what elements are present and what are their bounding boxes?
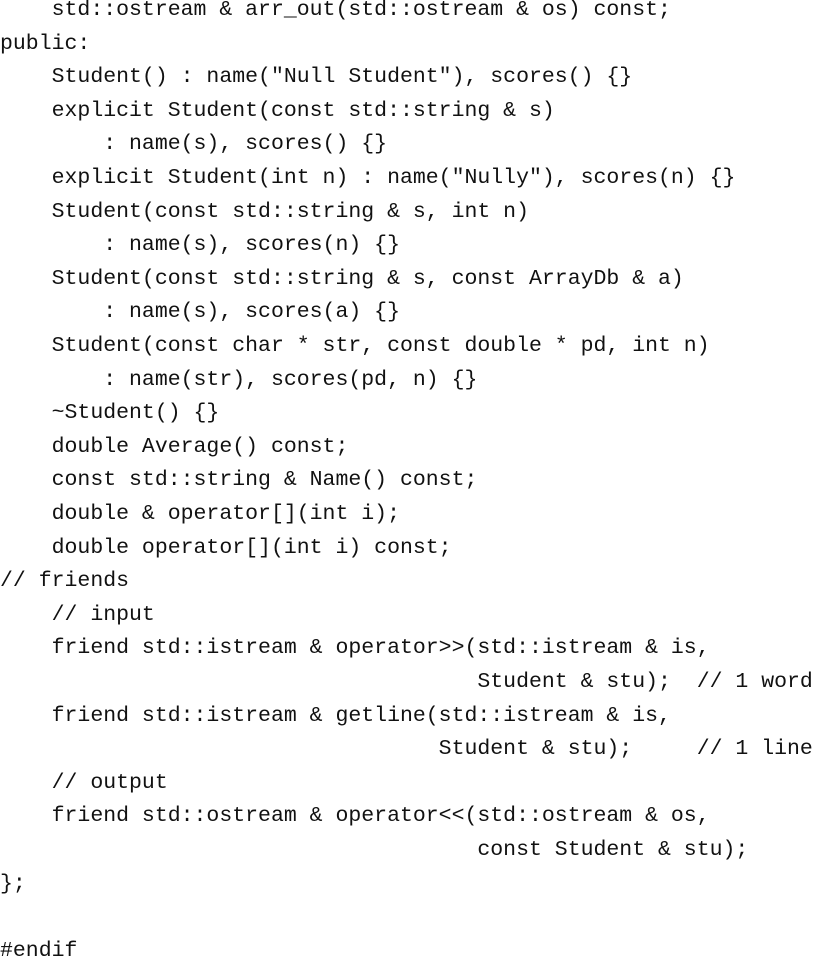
code-line: public: xyxy=(0,31,91,56)
code-line: const std::string & Name() const; xyxy=(0,468,478,493)
code-line: double Average() const; xyxy=(0,434,349,459)
code-line: #endif xyxy=(0,938,78,960)
code-line: }; xyxy=(0,871,26,896)
code-line: double operator[](int i) const; xyxy=(0,535,452,560)
code-line: : name(s), scores(a) {} xyxy=(0,300,400,325)
code-line: const Student & stu); xyxy=(0,838,749,862)
code-line: double & operator[](int i); xyxy=(0,502,400,526)
code-line: // input xyxy=(0,602,155,627)
code-line: friend std::istream & operator>>(std::istream & is, xyxy=(0,636,710,661)
code-line: : name(s), scores() {} xyxy=(0,132,388,157)
code-line: Student & stu); // 1 word xyxy=(0,670,813,694)
code-line: : name(s), scores(n) {} xyxy=(0,233,400,258)
code-line: Student(const char * str, const double * pd, int n) xyxy=(0,334,710,358)
code-line: friend std::ostream & operator<<(std::ostream & os, xyxy=(0,804,710,829)
code-line: explicit Student(const std::string & s) xyxy=(0,98,555,123)
code-line: Student() : name("Null Student"), scores() {} xyxy=(0,65,633,90)
code-line: Student(const std::string & s, int n) xyxy=(0,199,529,224)
code-line: // friends xyxy=(0,569,130,594)
code-line: std::ostream & arr_out(std::ostream & os) const; xyxy=(0,0,671,22)
code-line: friend std::istream & getline(std::istream & is, xyxy=(0,703,671,728)
code-line: ~Student() {} xyxy=(0,401,220,426)
code-line: Student & stu); // 1 line xyxy=(0,737,813,762)
code-line: explicit Student(int n) : name("Nully"), scores(n) {} xyxy=(0,166,736,190)
code-line: // output xyxy=(0,770,168,795)
code-line: : name(str), scores(pd, n) {} xyxy=(0,367,478,392)
code-line: Student(const std::string & s, const ArrayDb & a) xyxy=(0,266,684,291)
